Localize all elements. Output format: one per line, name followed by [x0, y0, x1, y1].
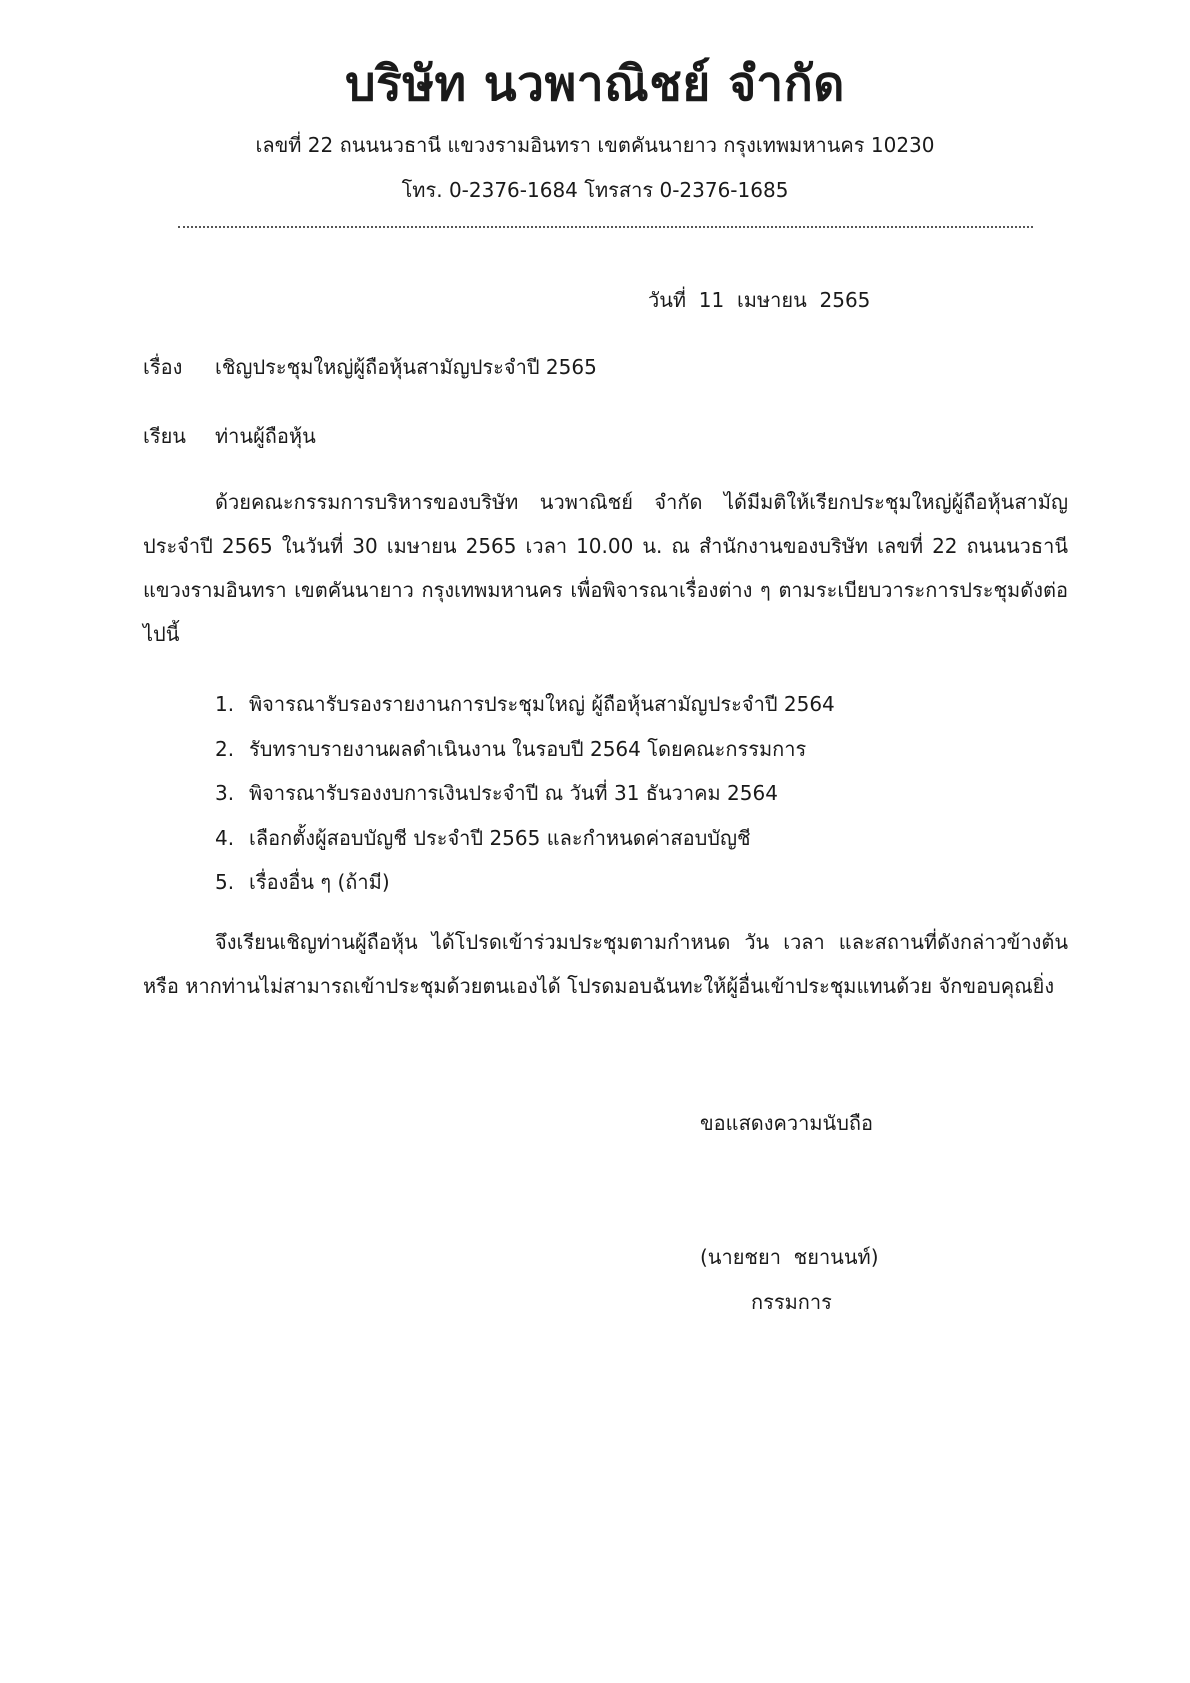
company-phone: โทร. 0-2376-1684 โทรสาร 0-2376-1685 [401, 178, 789, 202]
closing-paragraph-block [143, 920, 1068, 1008]
agenda-item [215, 727, 835, 772]
company-address: เลขที่ 22 ถนนนวธานี แขวงรามอินทรา เขตคันนายาว กรุงเทพมหานคร 10230 [255, 133, 935, 157]
agenda-text: เลือกตั้งผู้สอบบัญชี ประจำปี 2565 และกำหนดค่าสอบบัญชี [249, 825, 751, 850]
attention-label: เรียน [143, 424, 186, 448]
subject-value: เชิญประชุมใหญ่ผู้ถือหุ้นสามัญประจำปี 2565 [215, 355, 597, 379]
attention-line [143, 422, 316, 450]
agenda-number: 1. [215, 692, 235, 716]
agenda-item [215, 771, 835, 816]
letter-date: วันที่ 11 เมษายน 2565 [648, 288, 871, 312]
agenda-number: 4. [215, 825, 235, 850]
agenda-item [215, 816, 835, 861]
agenda-text: เรื่องอื่น ๆ (ถ้ามี) [249, 870, 390, 894]
subject-label: เรื่อง [143, 355, 183, 379]
closing-paragraph: จึงเรียนเชิญท่านผู้ถือหุ้น ได้โปรดเข้าร่วมประชุมตามกำหนด วัน เวลา และสถานที่ดังกล่าวข้างต้น หรือ หากท่านไม่สามารถเข้าประชุมด้วยตนเองได้ โปรดมอบฉันทะให้ผู้อื่นเข้าประชุมแทนด้วย จักขอบคุณยิ่ง [143, 930, 1068, 998]
company-name: บริษัท นวพาณิชย์ จำกัด [345, 56, 845, 112]
regards-line: ขอแสดงความนับถือ [700, 1111, 874, 1135]
signer-name: (นายชยา ชยานนท์) [700, 1245, 879, 1269]
agenda-list [215, 682, 835, 905]
agenda-number: 2. [215, 736, 235, 761]
dotted-separator [178, 226, 1033, 228]
agenda-number: 3. [215, 781, 235, 805]
agenda-item [215, 682, 835, 727]
agenda-text: พิจารณารับรองงบการเงินประจำปี ณ วันที่ 31 ธันวาคม 2564 [249, 781, 778, 805]
body-paragraph: ด้วยคณะกรรมการบริหารของบริษัท นวพาณิชย์ จำกัด ได้มีมติให้เรียกประชุมใหญ่ผู้ถือหุ้นสามัญประจำปี 2565 ในวันที่ 30 เมษายน 2565 เวลา 10.00 น. ณ สำนักงานของบริษัท เลขที่ 22 ถนนนวธานี แขวงรามอินทรา เขตคันนายาว กรุงเทพมหานคร เพื่อพิจารณาเรื่องต่าง ๆ ตามระเบียบวาระการประชุมดังต่อไปนี้ [143, 490, 1068, 646]
agenda-number: 5. [215, 870, 235, 894]
subject-line [143, 353, 597, 381]
signer-title: กรรมการ [751, 1290, 832, 1314]
agenda-text: รับทราบรายงานผลดำเนินงาน ในรอบปี 2564 โดยคณะกรรมการ [249, 736, 807, 761]
agenda-text: พิจารณารับรองรายงานการประชุมใหญ่ ผู้ถือหุ้นสามัญประจำปี 2564 [249, 692, 835, 716]
body-paragraph-block [143, 480, 1068, 656]
attention-value: ท่านผู้ถือหุ้น [215, 424, 316, 448]
agenda-item [215, 860, 835, 905]
